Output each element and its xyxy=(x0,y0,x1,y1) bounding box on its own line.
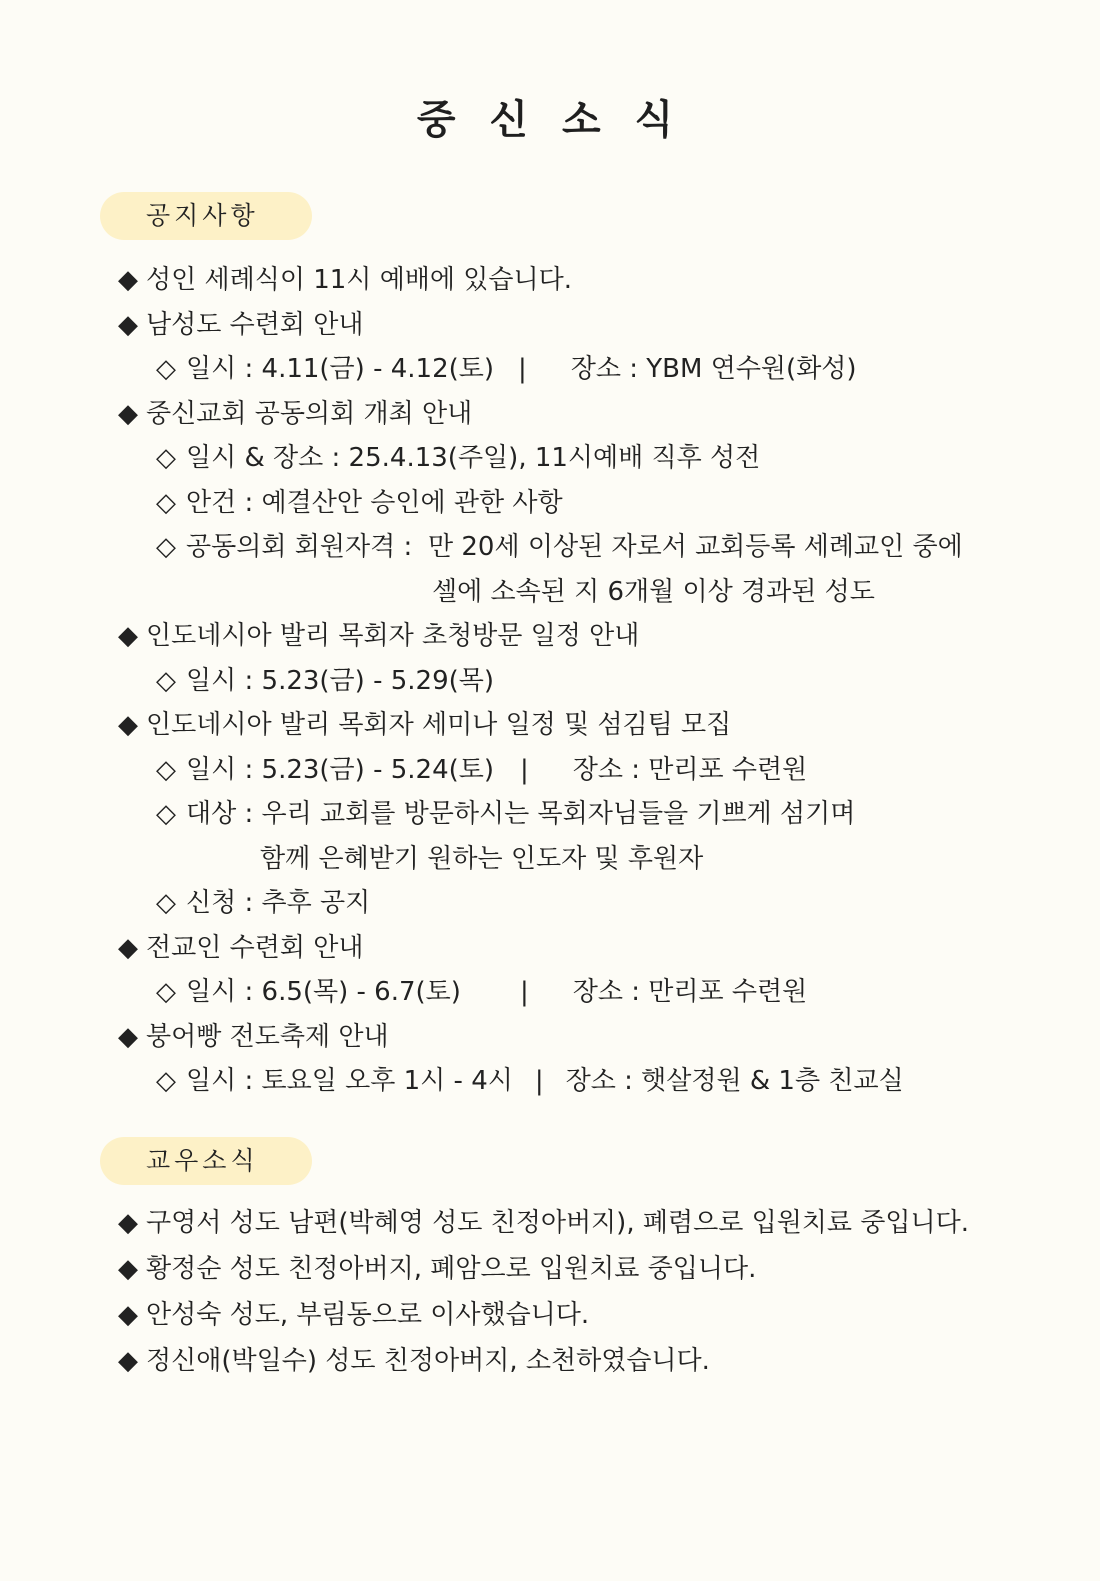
list-item xyxy=(118,614,1018,659)
diamond-filled-icon: ◆ xyxy=(118,710,138,740)
all-retreat-place: 장소 : 만리포 수련원 xyxy=(572,977,808,1007)
diamond-outline-icon: ◇ xyxy=(156,532,176,562)
diamond-filled-icon: ◆ xyxy=(118,1300,138,1330)
sub-item xyxy=(118,881,1018,926)
diamond-outline-icon: ◇ xyxy=(156,487,176,518)
list-item xyxy=(118,1338,1018,1384)
notice-all-retreat-title: 전교인 수련회 안내 xyxy=(146,932,364,963)
member-news-text: 구영서 성도 남편(박혜영 성도 친정아버지), 폐렴으로 입원치료 중입니다. xyxy=(146,1208,970,1238)
diamond-outline-icon: ◇ xyxy=(156,443,176,473)
separator: | xyxy=(534,1066,544,1096)
diamond-outline-icon: ◇ xyxy=(156,799,176,829)
sub-item-continuation xyxy=(118,837,1018,882)
list-item xyxy=(118,1246,1018,1292)
sub-item-continuation xyxy=(118,570,1018,615)
council-agenda: 안건 : 예결산안 승인에 관한 사항 xyxy=(186,487,563,518)
men-retreat-place: 장소 : YBM 연수원(화성) xyxy=(570,354,857,384)
diamond-outline-icon: ◇ xyxy=(156,354,176,384)
separator: | xyxy=(520,754,529,785)
all-retreat-date: 일시 : 6.5(목) - 6.7(토) xyxy=(186,977,461,1007)
notice-council-title: 중신교회 공동의회 개최 안내 xyxy=(146,398,473,429)
bali-seminar-date: 일시 : 5.23(금) - 5.24(토) xyxy=(186,754,495,785)
notices-list xyxy=(118,258,1018,1104)
sub-item xyxy=(118,748,1018,793)
sub-item xyxy=(118,436,1018,481)
bungeoppang-place: 장소 : 햇살정원 & 1층 친교실 xyxy=(565,1066,904,1096)
diamond-filled-icon: ◆ xyxy=(118,1208,138,1238)
bali-visit-date: 일시 : 5.23(금) - 5.29(목) xyxy=(186,665,495,696)
list-item xyxy=(118,926,1018,971)
notice-bungeoppang-title: 붕어빵 전도축제 안내 xyxy=(146,1021,389,1052)
list-item xyxy=(118,392,1018,437)
member-news-heading: 교우소식 xyxy=(100,1137,312,1185)
diamond-outline-icon: ◇ xyxy=(156,888,176,918)
list-item xyxy=(118,303,1018,348)
bali-seminar-target-line1: 대상 : 우리 교회를 방문하시는 목회자님들을 기쁘게 섬기며 xyxy=(186,799,856,829)
sub-item xyxy=(118,970,1018,1015)
sub-item xyxy=(118,659,1018,704)
diamond-filled-icon: ◆ xyxy=(118,621,138,651)
bungeoppang-date: 일시 : 토요일 오후 1시 - 4시 xyxy=(186,1066,513,1096)
sub-item xyxy=(118,525,1018,570)
sub-item xyxy=(118,347,1018,392)
separator: | xyxy=(518,354,527,384)
notices-heading: 공지사항 xyxy=(100,192,312,240)
council-datetime-place: 일시 & 장소 : 25.4.13(주일), 11시예배 직후 성전 xyxy=(186,443,761,473)
diamond-filled-icon: ◆ xyxy=(118,1021,138,1052)
list-item xyxy=(118,1292,1018,1338)
diamond-filled-icon: ◆ xyxy=(118,265,138,295)
notice-men-retreat-title: 남성도 수련회 안내 xyxy=(146,309,364,340)
sub-item xyxy=(118,1059,1018,1104)
bali-seminar-apply: 신청 : 추후 공지 xyxy=(186,888,371,918)
list-item xyxy=(118,258,1018,303)
sub-item xyxy=(118,792,1018,837)
council-membership-line2: 셀에 소속된 지 6개월 이상 경과된 성도 xyxy=(432,576,875,607)
diamond-outline-icon: ◇ xyxy=(156,754,176,785)
diamond-outline-icon: ◇ xyxy=(156,1066,176,1096)
bali-seminar-target-line2: 함께 은혜받기 원하는 인도자 및 후원자 xyxy=(260,843,704,874)
sub-item xyxy=(118,481,1018,526)
list-item xyxy=(118,1015,1018,1060)
diamond-filled-icon: ◆ xyxy=(118,398,138,429)
list-item xyxy=(118,703,1018,748)
notice-bali-seminar-title: 인도네시아 발리 목회자 세미나 일정 및 섬김팀 모집 xyxy=(146,710,732,740)
diamond-outline-icon: ◇ xyxy=(156,665,176,696)
separator: | xyxy=(520,977,529,1007)
notice-baptism: 성인 세례식이 11시 예배에 있습니다. xyxy=(146,265,573,295)
men-retreat-date: 일시 : 4.11(금) - 4.12(토) xyxy=(186,354,495,384)
council-membership-label: 공동의회 회원자격 : xyxy=(186,532,413,562)
page-title: 중 신 소 식 xyxy=(416,97,684,143)
member-news-list xyxy=(118,1200,1018,1384)
diamond-filled-icon: ◆ xyxy=(118,932,138,963)
bali-seminar-place: 장소 : 만리포 수련원 xyxy=(572,754,808,785)
notice-bali-visit-title: 인도네시아 발리 목회자 초청방문 일정 안내 xyxy=(146,621,640,651)
diamond-filled-icon: ◆ xyxy=(118,309,138,340)
member-news-text: 황정순 성도 친정아버지, 폐암으로 입원치료 중입니다. xyxy=(146,1254,757,1284)
diamond-filled-icon: ◆ xyxy=(118,1346,138,1376)
diamond-filled-icon: ◆ xyxy=(118,1254,138,1284)
diamond-outline-icon: ◇ xyxy=(156,977,176,1007)
council-membership-line1: 만 20세 이상된 자로서 교회등록 세례교인 중에 xyxy=(428,532,963,562)
member-news-text: 안성숙 성도, 부림동으로 이사했습니다. xyxy=(146,1300,590,1330)
list-item xyxy=(118,1200,1018,1246)
member-news-text: 정신애(박일수) 성도 친정아버지, 소천하였습니다. xyxy=(146,1346,710,1376)
